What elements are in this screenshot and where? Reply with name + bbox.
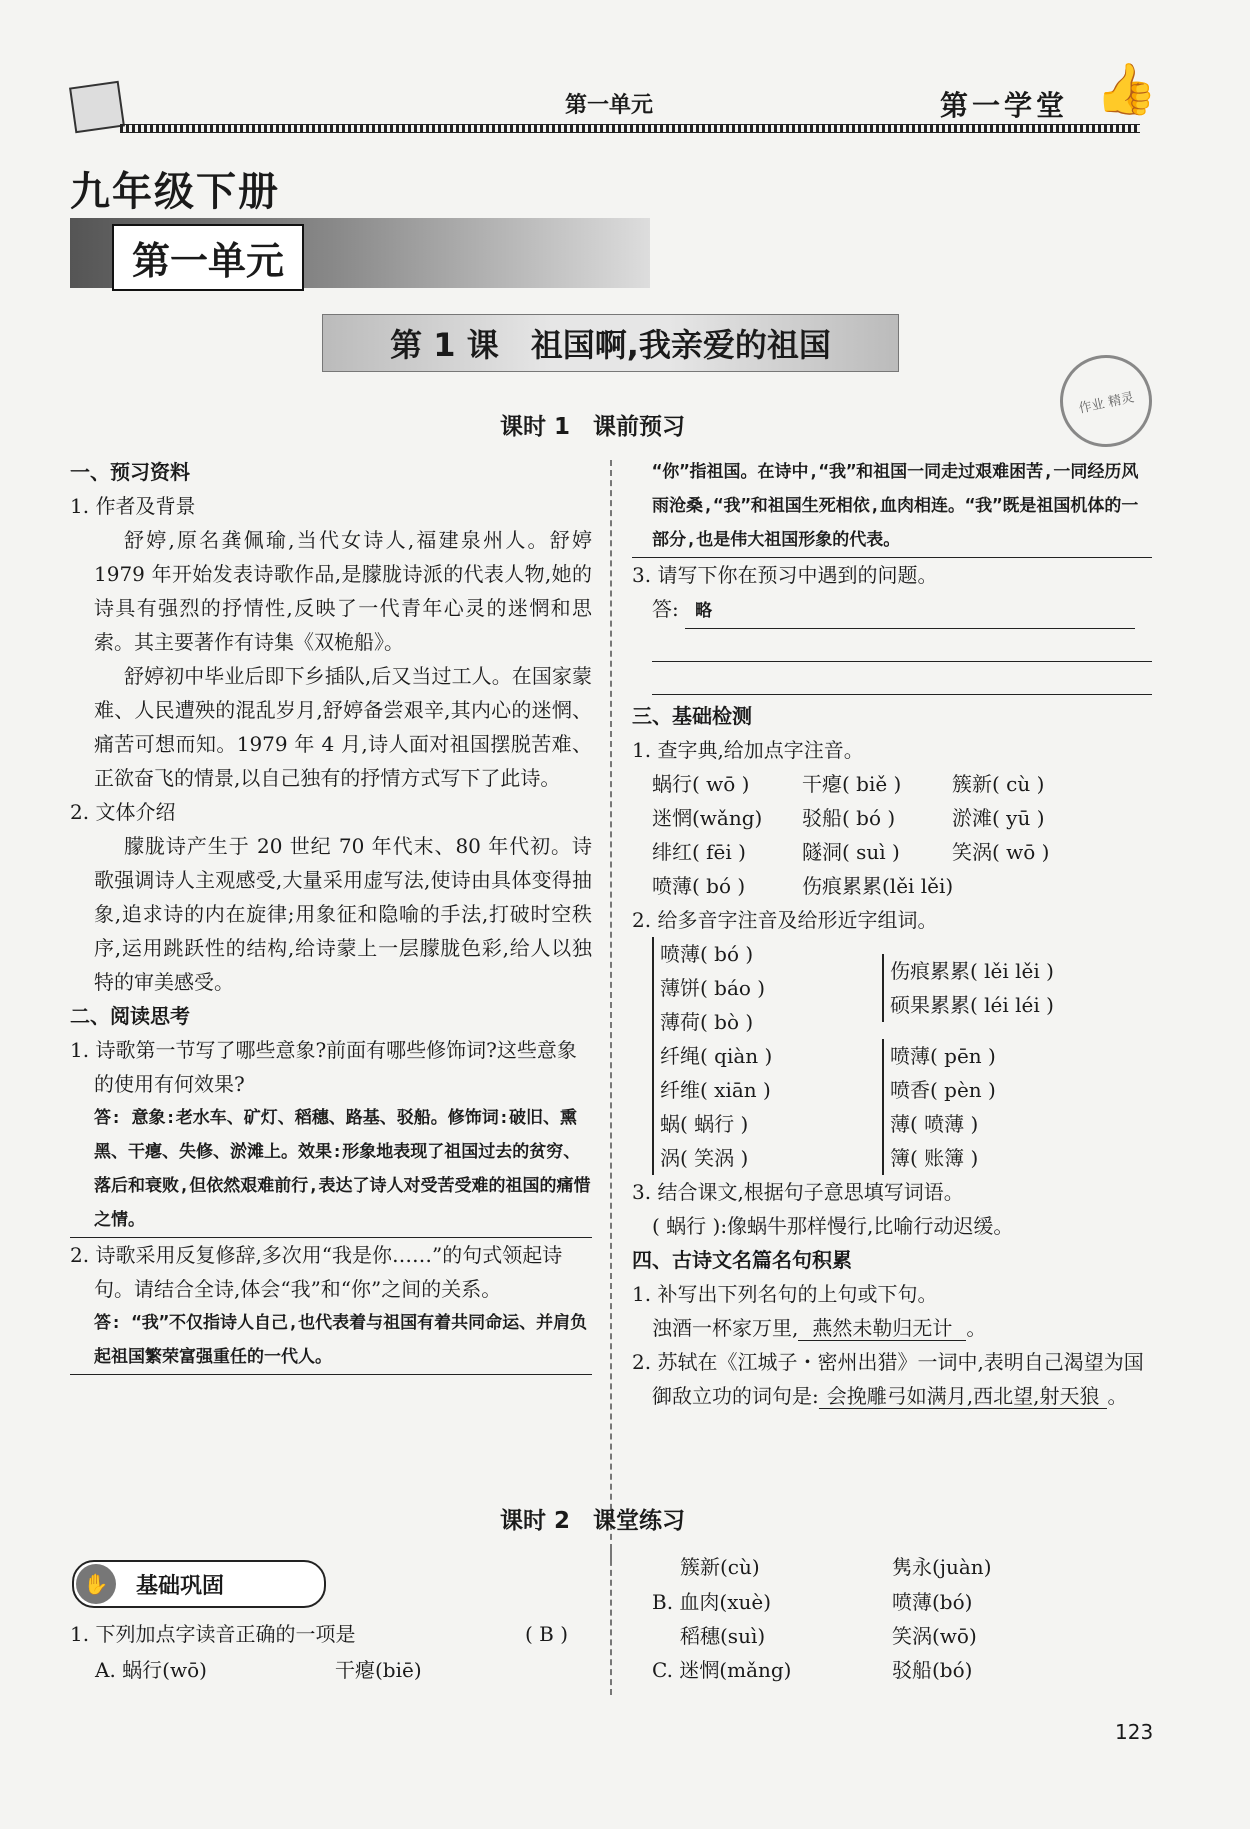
section-heading: 四、古诗文名篇名句积累 (632, 1248, 852, 1272)
answer-text: ( 蜗行 ):像蜗牛那样慢行,比喻行动迟缓。 (652, 1214, 1014, 1238)
pinyin-item: 笑涡( wō ) (952, 840, 1050, 864)
option-a-item: 隽永(juàn) (892, 1555, 992, 1579)
pinyin-item: 蜗行( wō ) (652, 772, 750, 796)
pinyin-item: 淤滩( yū ) (952, 806, 1045, 830)
pinyin-item: 绯红( fēi ) (652, 840, 746, 864)
unit-title: 第一单元 (112, 224, 304, 291)
mc-answer: ( B ) (525, 1622, 569, 1646)
handwritten-answer: 答: 意象:老水车、矿灯、稻穗、路基、驳船。修饰词:破旧、熏黑、干瘪、失修、淤滩上。效果:形象地表现了祖国过去的贫穷、落后和衰败,但依然艰难前行,表达了诗人对受苦受难的祖国的痛惜之情。 (70, 1101, 592, 1238)
prompt-text: 浊酒一杯家万里, (652, 1316, 799, 1340)
right-column (632, 455, 1152, 1413)
lesson-title: 第 1 课 祖国啊,我亲爱的祖国 (322, 314, 899, 372)
column-divider (610, 460, 612, 1560)
option-a-item: 干瘪(biē) (335, 1658, 422, 1682)
polyphone-item: 簿( 账簿 ) (890, 1146, 979, 1170)
polyphone-group (882, 1107, 1102, 1175)
polyphone-group (882, 1039, 1102, 1107)
column-divider (610, 1550, 612, 1695)
header-brand: 第一学堂 (940, 89, 1069, 122)
question: 1. 诗歌第一节写了哪些意象?前面有哪些修饰词?这些意象的使用有何效果? (70, 1038, 577, 1096)
polyphone-item: 薄( 喷薄 ) (890, 1112, 979, 1136)
paragraph: 朦胧诗产生于 20 世纪 70 年代末、80 年代初。诗歌强调诗人主观感受,大量采用虚写法,使诗由具体变得抽象,追求诗的内在旋律;用象征和隐喻的手法,打破时空秩序,运用跳跃性的结构,给诗蒙上一层朦胧色彩,给人以独特的审美感受。 (94, 834, 592, 994)
grade-title: 九年级下册 (70, 169, 280, 215)
question: 3. 结合课文,根据句子意思填写词语。 (632, 1180, 964, 1204)
polyphone-block (632, 937, 1152, 1175)
question: 2. 苏轼在《江城子・密州出猎》一词中,表明自己渴望为国御敌立功的词句是: 会挽雕弓如满月,西北望,射天狼 。 (632, 1350, 1144, 1408)
session2-title: 课时 2 课堂练习 (500, 1508, 686, 1534)
option-b-item: 笑涡(wō) (892, 1624, 977, 1648)
question-text: 2. 苏轼在《江城子・密州出猎》一词中,表明自己渴望为国御敌立功的词句是: (632, 1350, 1144, 1408)
option-a: A. 蜗行(wō) (95, 1658, 207, 1682)
pinyin-item: 簇新( cù ) (952, 772, 1045, 796)
question: 1. 作者及背景 (70, 494, 196, 518)
mc-question: 1. 下列加点字读音正确的一项是 (70, 1622, 356, 1646)
polyphone-item: 喷薄( pēn ) (890, 1044, 996, 1068)
polyphone-item: 纤绳( qiàn ) (660, 1044, 773, 1068)
section-heading: 二、阅读思考 (70, 1004, 190, 1028)
polyphone-group (882, 954, 1102, 1022)
stamp: 作业 精灵 (1051, 346, 1160, 455)
pinyin-item: 伤痕累累(lěi lěi) (802, 874, 954, 898)
badge-label: 基础巩固 (136, 1573, 225, 1599)
paragraph: 舒婷初中毕业后即下乡插队,后又当过工人。在国家蒙难、人民遭殃的混乱岁月,舒婷备尝艰辛,其内心的迷惘、痛苦可想而知。1979 年 4 月,诗人面对祖国摆脱苦难、正欲奋飞的情景,以自己独有的抒情方式写下了此诗。 (94, 664, 592, 790)
answer-line (632, 592, 1152, 629)
polyphone-group (652, 1039, 882, 1107)
pinyin-item: 驳船( bó ) (802, 806, 896, 830)
header-unit: 第一单元 (565, 93, 654, 118)
polyphone-item: 硕果累累( léi léi ) (890, 993, 1054, 1017)
polyphone-item: 喷香( pèn ) (890, 1078, 996, 1102)
option-a-item: 簇新(cù) (680, 1555, 760, 1579)
header-rule (120, 124, 1140, 133)
option-b: B. 血肉(xuè) (652, 1590, 772, 1614)
answer-label: 答: (652, 597, 679, 621)
thumbs-up-icon: 👍 (1095, 60, 1158, 118)
answer-text: 会挽雕弓如满月,西北望,射天狼 (819, 1384, 1108, 1409)
polyphone-item: 薄饼( báo ) (660, 976, 766, 1000)
notepad-icon (69, 81, 125, 134)
thumbs-up-icon: ✋ (76, 1564, 116, 1604)
polyphone-item: 纤维( xiān ) (660, 1078, 771, 1102)
polyphone-item: 喷薄( bó ) (660, 942, 754, 966)
blank-line (652, 629, 1152, 662)
pinyin-item: 干瘪( biě ) (802, 772, 902, 796)
handwritten-answer: 答: “我”不仅指诗人自己,也代表着与祖国有着共同命运、并肩负起祖国繁荣富强重任的一代人。 (70, 1306, 592, 1375)
polyphone-item: 涡( 笑涡 ) (660, 1146, 749, 1170)
question: 2. 文体介绍 (70, 800, 176, 824)
question: 2. 诗歌采用反复修辞,多次用“我是你……”的句式领起诗句。请结合全诗,体会“我”和“你”之间的关系。 (70, 1243, 563, 1301)
answer-text: 燕然未勒归无计 (798, 1316, 966, 1341)
section-heading: 一、预习资料 (70, 460, 190, 484)
paragraph: 舒婷,原名龚佩瑜,当代女诗人,福建泉州人。舒婷 1979 年开始发表诗歌作品,是朦胧诗派的代表人物,她的诗具有强烈的抒情性,反映了一代青年心灵的迷惘和思索。其主要著作有诗集《双桅船》。 (94, 528, 592, 654)
page-number: 123 (1115, 1720, 1154, 1744)
question: 1. 查字典,给加点字注音。 (632, 738, 864, 762)
pinyin-grid (632, 767, 1152, 903)
pinyin-item: 喷薄( bó ) (652, 874, 746, 898)
badge (72, 1560, 326, 1608)
polyphone-group (652, 937, 882, 1039)
option-c-item: 驳船(bó) (892, 1658, 973, 1682)
option-b-item: 喷薄(bó) (892, 1590, 973, 1614)
question: 3. 请写下你在预习中遇到的问题。 (632, 563, 938, 587)
handwritten-answer: “你”指祖国。在诗中,“我”和祖国一同走过艰难困苦,一同经历风雨沧桑,“我”和祖国生死相依,血肉相连。“我”既是祖国机体的一部分,也是伟大祖国形象的代表。 (632, 455, 1152, 558)
answer-text: 略 (685, 594, 1135, 629)
pinyin-item: 隧洞( suì ) (802, 840, 900, 864)
polyphone-group (652, 1107, 882, 1175)
session1-title: 课时 1 课前预习 (500, 414, 686, 440)
question: 1. 补写出下列名句的上句或下句。 (632, 1282, 938, 1306)
pinyin-item: 迷惘(wǎng) (652, 806, 763, 830)
option-b-item: 稻穗(suì) (680, 1624, 766, 1648)
polyphone-item: 伤痕累累( lěi lěi ) (890, 959, 1054, 983)
answer-line: 浊酒一杯家万里, 燕然未勒归无计 。 (652, 1316, 987, 1340)
option-c: C. 迷惘(mǎng) (652, 1658, 792, 1682)
left-column (70, 455, 592, 1375)
section-heading: 三、基础检测 (632, 704, 752, 728)
blank-line (652, 662, 1152, 695)
question: 2. 给多音字注音及给形近字组词。 (632, 908, 938, 932)
polyphone-item: 薄荷( bò ) (660, 1010, 754, 1034)
polyphone-item: 蜗( 蜗行 ) (660, 1112, 749, 1136)
